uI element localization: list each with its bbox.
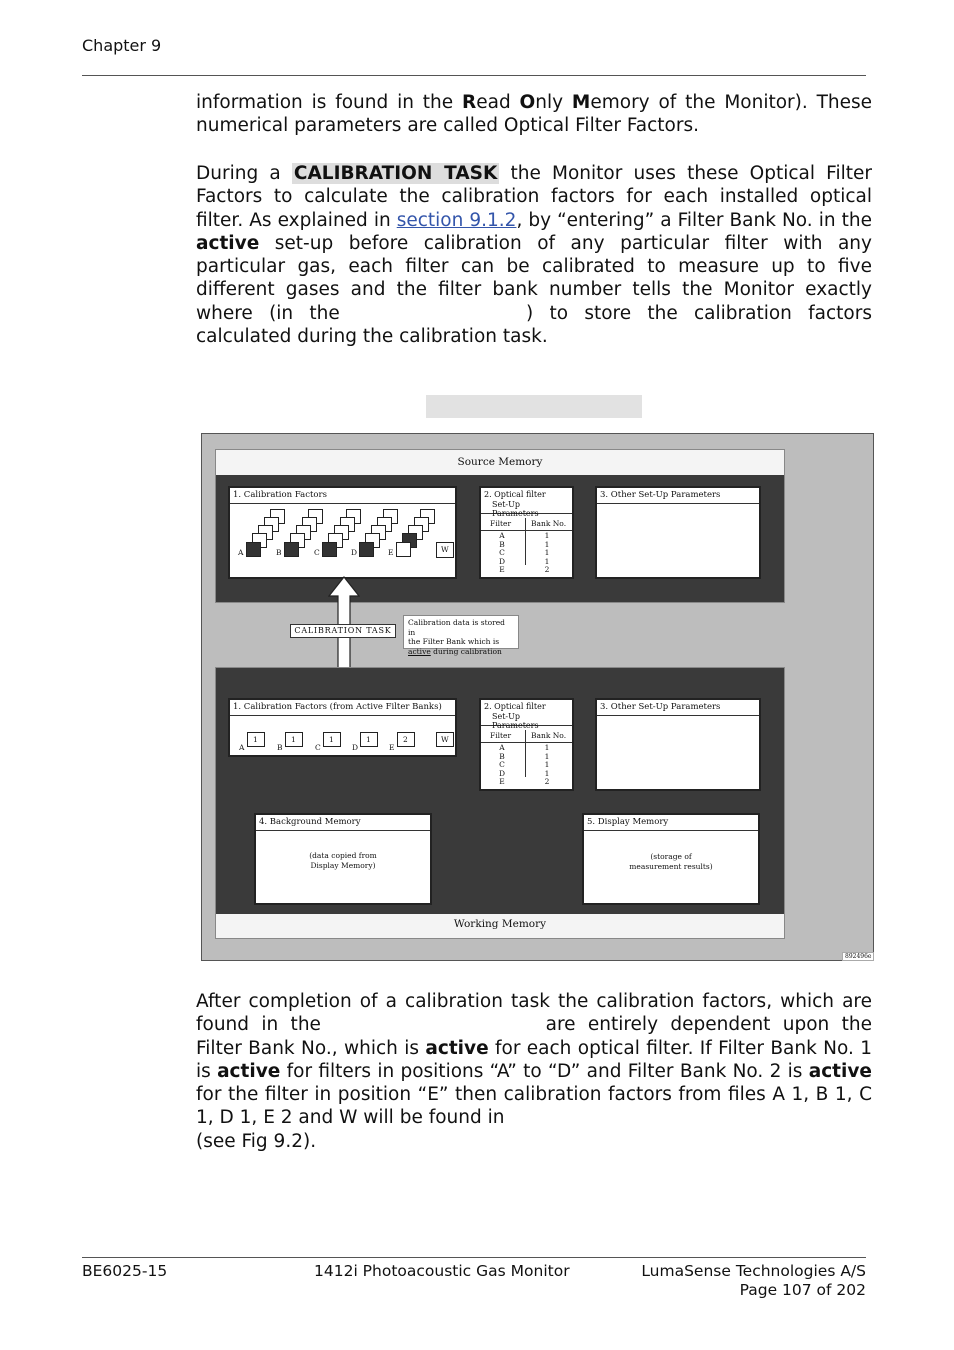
calibration-factors-box: 1. Calibration Factors A B C D E W [228, 486, 457, 579]
working-memory-panel [215, 667, 785, 939]
footer-company: LumaSense Technologies A/S [641, 1262, 866, 1280]
calibration-note: Calibration data is stored in the Filter Bank which is active during calibration [403, 615, 519, 649]
other-parameters-box: 3. Other Set-Up Parameters [595, 486, 761, 579]
source-memory-title: Source Memory [457, 456, 543, 468]
header-rule [82, 75, 866, 76]
background-memory-box: 4. Background Memory (data copied from Display Memory) [254, 813, 432, 905]
paragraph-2: During a CALIBRATION TASK the Monitor uses these Optical Filter Factors to calculate the calibration factors for each installed optical filter. As explained in section 9.1.2, by “entering” a Filter Bank No. in the active set-up before calibration of any particular filter with any particular gas, each filter can be calibrated to measure up to five different gases and the filter bank number tells the Monitor exactly where (in the ) to store the calibration factors calculated during the calibration task. [196, 163, 872, 348]
section-link[interactable]: section 9.1.2 [396, 209, 517, 231]
footer-product: 1412i Photoacoustic Gas Monitor [314, 1262, 570, 1280]
figure-code: 892496e [842, 952, 874, 961]
footer-rule [82, 1257, 866, 1258]
display-memory-box: 5. Display Memory (storage of measurement results) [582, 813, 760, 905]
working-other-parameters-box: 3. Other Set-Up Parameters [595, 698, 761, 791]
paragraph-1: information is found in the Read Only Memory of the Monitor). These numerical parameters are called Optical Filter Factors. [196, 92, 872, 137]
footer-company-block [641, 1262, 866, 1300]
active-calibration-factors-box: 1. Calibration Factors (from Active Filter Banks) 1 1 1 1 2 W A B C D E [228, 698, 457, 757]
working-optical-filter-box: 2. Optical filter Set-Up Parameters Filter Bank No. A B C D E 1 1 1 1 2 [479, 698, 574, 791]
source-memory-panel [215, 449, 785, 603]
footer-doc-number: BE6025-15 [82, 1262, 168, 1280]
calibration-task-highlight: CALIBRATION TASK [293, 163, 498, 184]
optical-filter-box: 2. Optical filter Set-Up Parameters Filter Bank No. A B C D E 1 1 1 1 2 [479, 486, 574, 579]
chapter-header: Chapter 9 [82, 36, 162, 55]
calibration-task-label: CALIBRATION TASK [290, 624, 396, 638]
footer-page-number: Page 107 of 202 [739, 1281, 866, 1299]
paragraph-3-end: (see Fig 9.2). [196, 1131, 317, 1152]
paragraph-3: After completion of a calibration task the calibration factors, which are found in the are entirely dependent upon the Filter Bank No., which is active for each optical filter. If Filter Bank No. 1 is active for filters in positions “A” to “D” and Filter Bank No. 2 is active for the filter in position “E” then calibration factors from files A 1, B 1, C 1, D 1, E 2 and W will be found in [196, 991, 872, 1129]
working-memory-title: Working Memory [453, 918, 547, 930]
memory-diagram [201, 433, 874, 961]
figure-caption-placeholder [426, 395, 642, 418]
